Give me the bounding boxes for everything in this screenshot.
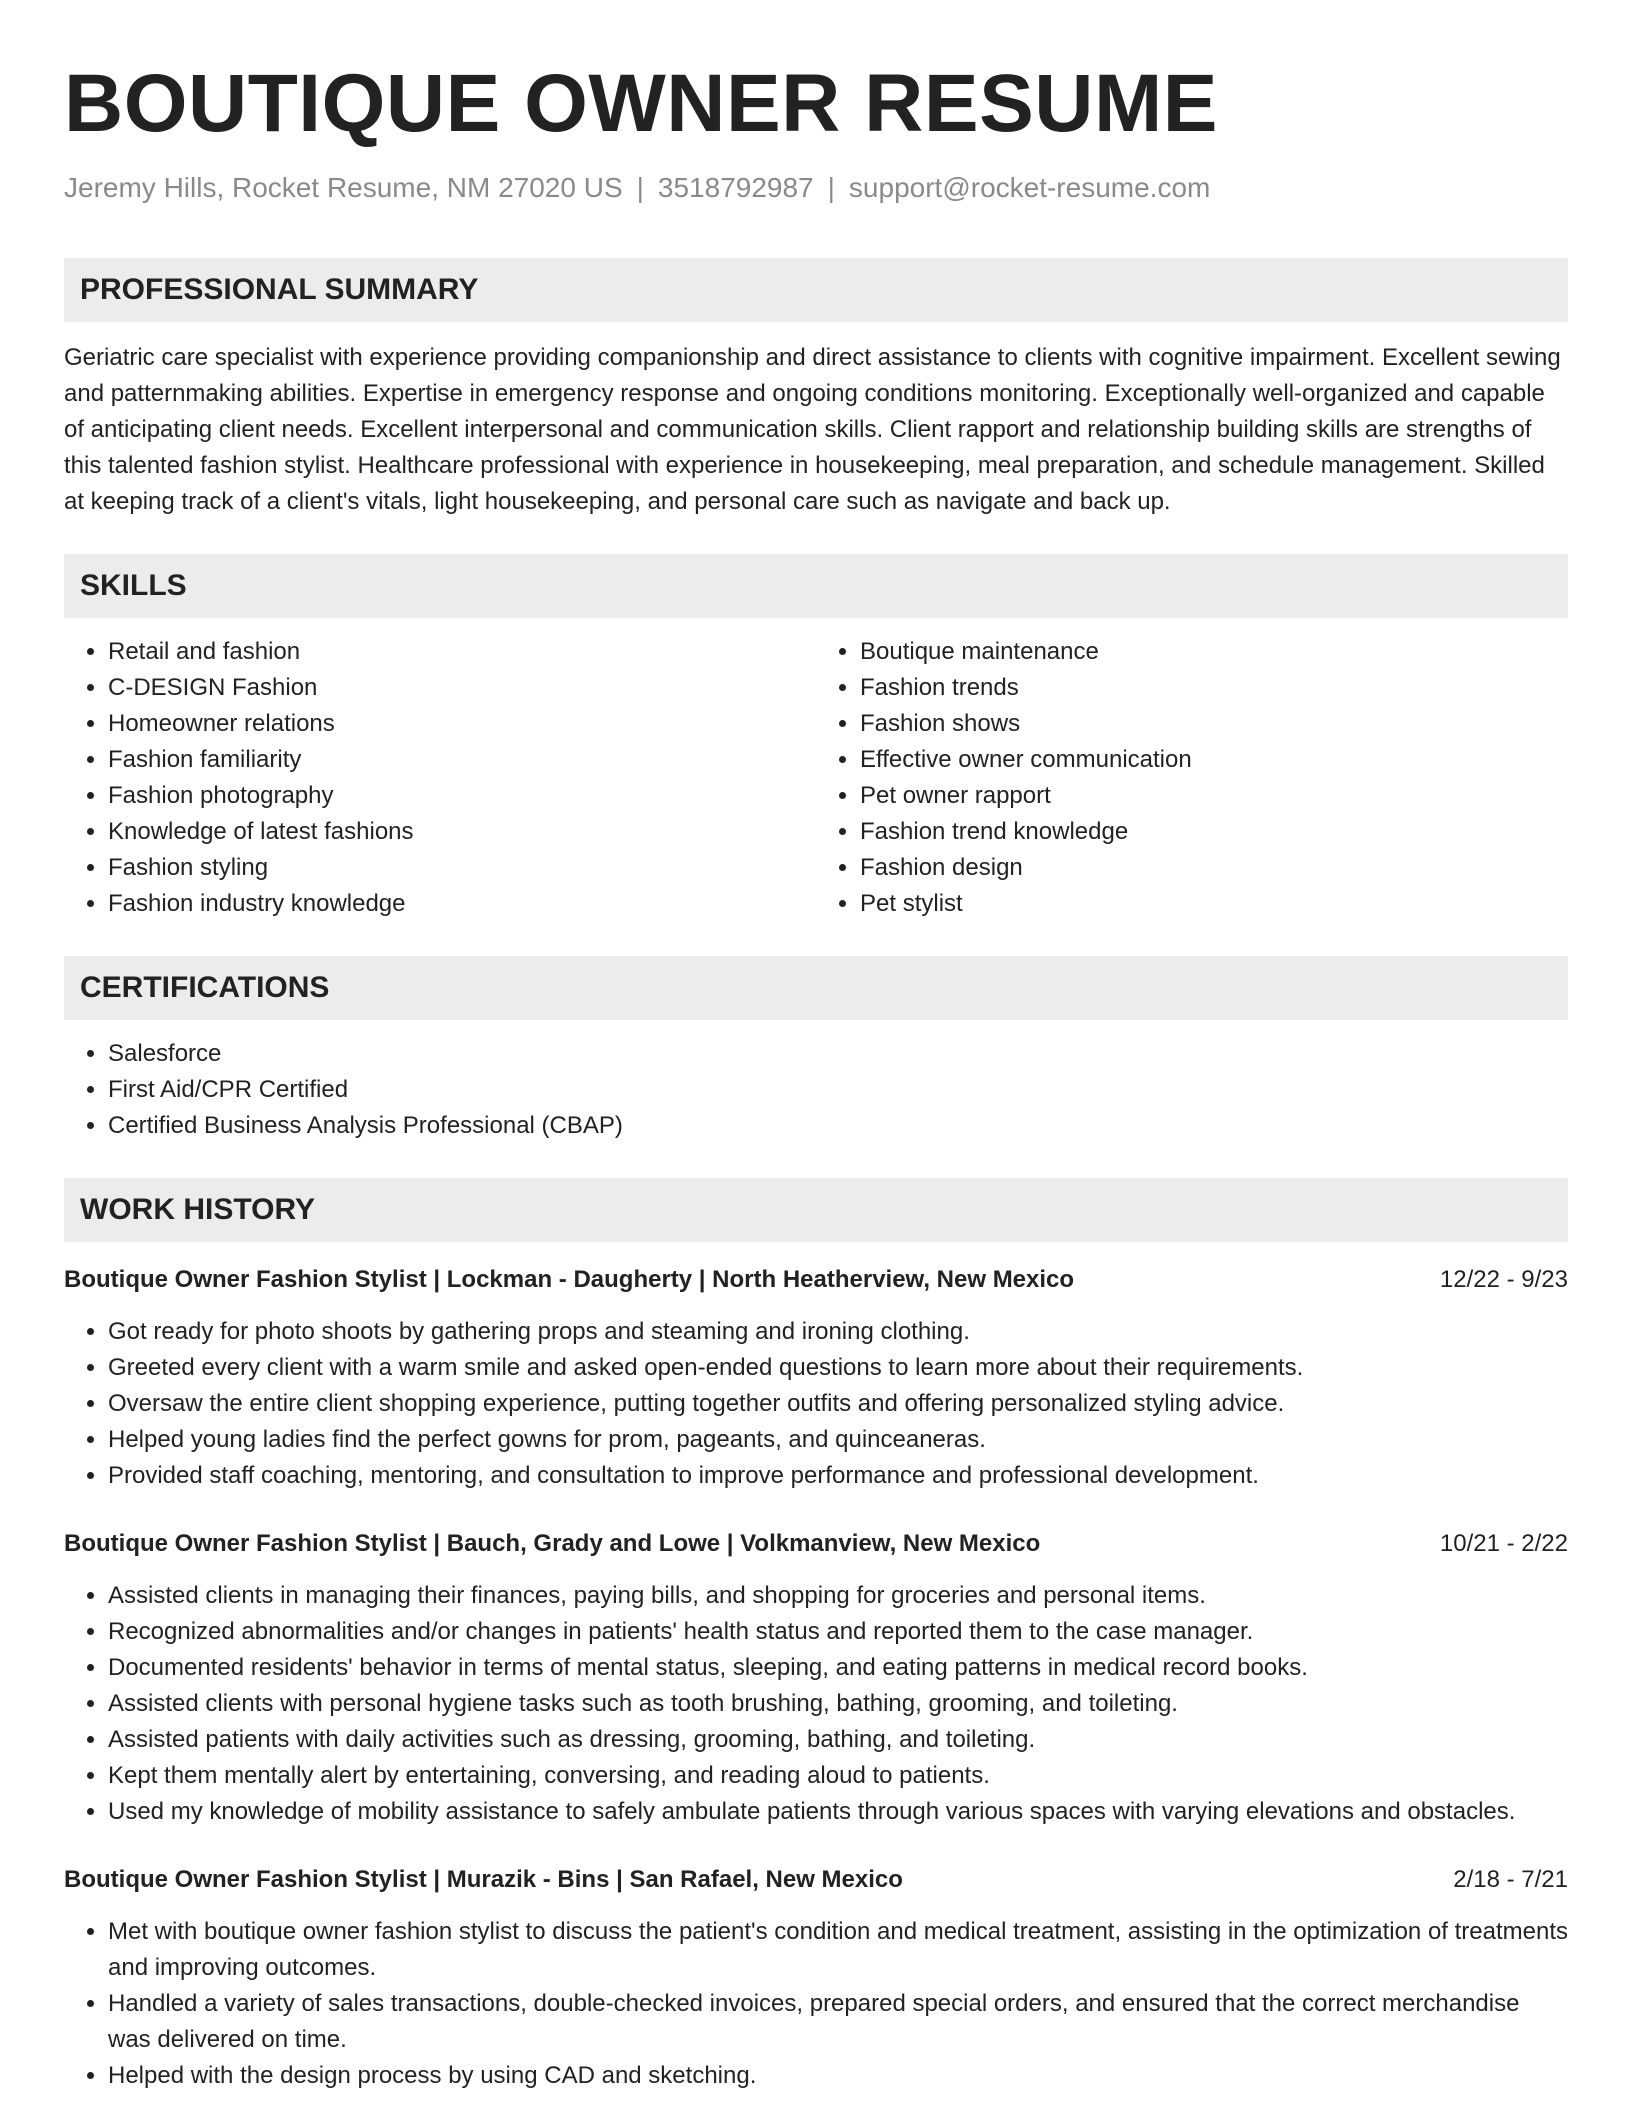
skill-item: • Pet owner rapport bbox=[860, 778, 1568, 814]
skill-item: • Fashion trend knowledge bbox=[860, 814, 1568, 850]
job-duty: • Handled a variety of sales transactions, double-checked invoices, prepared special orders, and ensured that the correct merchandise was delivered on time. bbox=[108, 1986, 1568, 2058]
job-duty: • Greeted every client with a warm smile and asked open-ended questions to learn more about their requirements. bbox=[108, 1350, 1568, 1386]
job-duty: • Got ready for photo shoots by gathering props and steaming and ironing clothing. bbox=[108, 1314, 1568, 1350]
job-header bbox=[64, 1262, 1568, 1298]
skill-item: • Fashion photography bbox=[108, 778, 816, 814]
certification-item: • First Aid/CPR Certified bbox=[108, 1072, 1568, 1108]
skill-item: • Effective owner communication bbox=[860, 742, 1568, 778]
job-duty: • Helped young ladies find the perfect gowns for prom, pageants, and quinceaneras. bbox=[108, 1422, 1568, 1458]
job-duty: • Assisted patients with daily activities such as dressing, grooming, bathing, and toileting. bbox=[108, 1722, 1568, 1758]
skill-item: • C-DESIGN Fashion bbox=[108, 670, 816, 706]
job-title: Boutique Owner Fashion Stylist | Bauch, Grady and Lowe | Volkmanview, New Mexico bbox=[64, 1530, 1041, 1557]
contact-line bbox=[64, 170, 1568, 206]
job-duty: • Documented residents' behavior in terms of mental status, sleeping, and eating patterns in medical record books. bbox=[108, 1650, 1568, 1686]
job-duty: • Provided staff coaching, mentoring, and consultation to improve performance and professional development. bbox=[108, 1458, 1568, 1494]
skill-item: • Homeowner relations bbox=[108, 706, 816, 742]
job-duties bbox=[64, 1914, 1568, 2094]
contact-phone: 3518792987 bbox=[657, 172, 814, 203]
skill-item: • Fashion familiarity bbox=[108, 742, 816, 778]
job-duty: • Kept them mentally alert by entertaining, conversing, and reading aloud to patients. bbox=[108, 1758, 1568, 1794]
job-title: Boutique Owner Fashion Stylist | Lockman - Daugherty | North Heatherview, New Mexico bbox=[64, 1266, 1075, 1293]
contact-address: Jeremy Hills, Rocket Resume, NM 27020 US bbox=[64, 172, 623, 203]
skill-item: • Fashion styling bbox=[108, 850, 816, 886]
job-entry bbox=[64, 1862, 1568, 2094]
job-title: Boutique Owner Fashion Stylist | Murazik - Bins | San Rafael, New Mexico bbox=[64, 1866, 903, 1893]
job-dates: 12/22 - 9/23 bbox=[1439, 1266, 1568, 1293]
certifications-list bbox=[64, 1036, 1568, 1144]
skills-heading: SKILLS bbox=[64, 554, 1568, 618]
skill-item: • Boutique maintenance bbox=[860, 634, 1568, 670]
certifications-heading: CERTIFICATIONS bbox=[64, 956, 1568, 1020]
contact-email: support@rocket-resume.com bbox=[848, 172, 1211, 203]
job-duty: • Oversaw the entire client shopping experience, putting together outfits and offering personalized styling advice. bbox=[108, 1386, 1568, 1422]
skill-item: • Pet stylist bbox=[860, 886, 1568, 922]
summary-text: Geriatric care specialist with experience providing companionship and direct assistance to clients with cognitive impairment. Excellent sewing and patternmaking abilities. Expertise in emergency response and ongoing conditions monitoring. Exceptionally well-organized and capable of anticipating client needs. Excellent interpersonal and communication skills. Client rapport and relationship building skills are strengths of this talented fashion stylist. Healthcare professional with experience in housekeeping, meal preparation, and schedule management. Skilled at keeping track of a client's vitals, light housekeeping, and personal care such as navigate and back up. bbox=[64, 344, 1561, 515]
skills-columns bbox=[64, 634, 1568, 922]
work-history-heading: WORK HISTORY bbox=[64, 1178, 1568, 1242]
job-duties bbox=[64, 1578, 1568, 1830]
certification-item: • Salesforce bbox=[108, 1036, 1568, 1072]
skill-item: • Retail and fashion bbox=[108, 634, 816, 670]
skills-list-right bbox=[816, 634, 1568, 922]
skill-item: • Fashion trends bbox=[860, 670, 1568, 706]
job-duty: • Assisted clients with personal hygiene tasks such as tooth brushing, bathing, grooming, and toileting. bbox=[108, 1686, 1568, 1722]
page-title: BOUTIQUE OWNER RESUME bbox=[64, 58, 1218, 149]
skills-list-left bbox=[64, 634, 816, 922]
skill-item: • Fashion shows bbox=[860, 706, 1568, 742]
job-header bbox=[64, 1862, 1568, 1898]
contact-separator: | bbox=[827, 172, 835, 203]
job-duty: • Recognized abnormalities and/or changes in patients' health status and reported them to the case manager. bbox=[108, 1614, 1568, 1650]
job-duties bbox=[64, 1314, 1568, 1494]
skill-item: • Knowledge of latest fashions bbox=[108, 814, 816, 850]
skill-item: • Fashion design bbox=[860, 850, 1568, 886]
skill-item: • Fashion industry knowledge bbox=[108, 886, 816, 922]
contact-separator: | bbox=[636, 172, 644, 203]
job-entry bbox=[64, 1262, 1568, 1494]
job-header bbox=[64, 1526, 1568, 1562]
job-dates: 10/21 - 2/22 bbox=[1439, 1530, 1568, 1557]
job-dates: 2/18 - 7/21 bbox=[1453, 1866, 1568, 1893]
certification-item: • Certified Business Analysis Professional (CBAP) bbox=[108, 1108, 1568, 1144]
job-duty: • Met with boutique owner fashion stylist to discuss the patient's condition and medical treatment, assisting in the optimization of treatments and improving outcomes. bbox=[108, 1914, 1568, 1986]
summary-heading: PROFESSIONAL SUMMARY bbox=[64, 258, 1568, 322]
job-duty: • Helped with the design process by using CAD and sketching. bbox=[108, 2058, 1568, 2094]
job-duty: • Assisted clients in managing their finances, paying bills, and shopping for groceries and personal items. bbox=[108, 1578, 1568, 1614]
job-duty: • Used my knowledge of mobility assistance to safely ambulate patients through various spaces with varying elevations and obstacles. bbox=[108, 1794, 1568, 1830]
job-entry bbox=[64, 1526, 1568, 1830]
